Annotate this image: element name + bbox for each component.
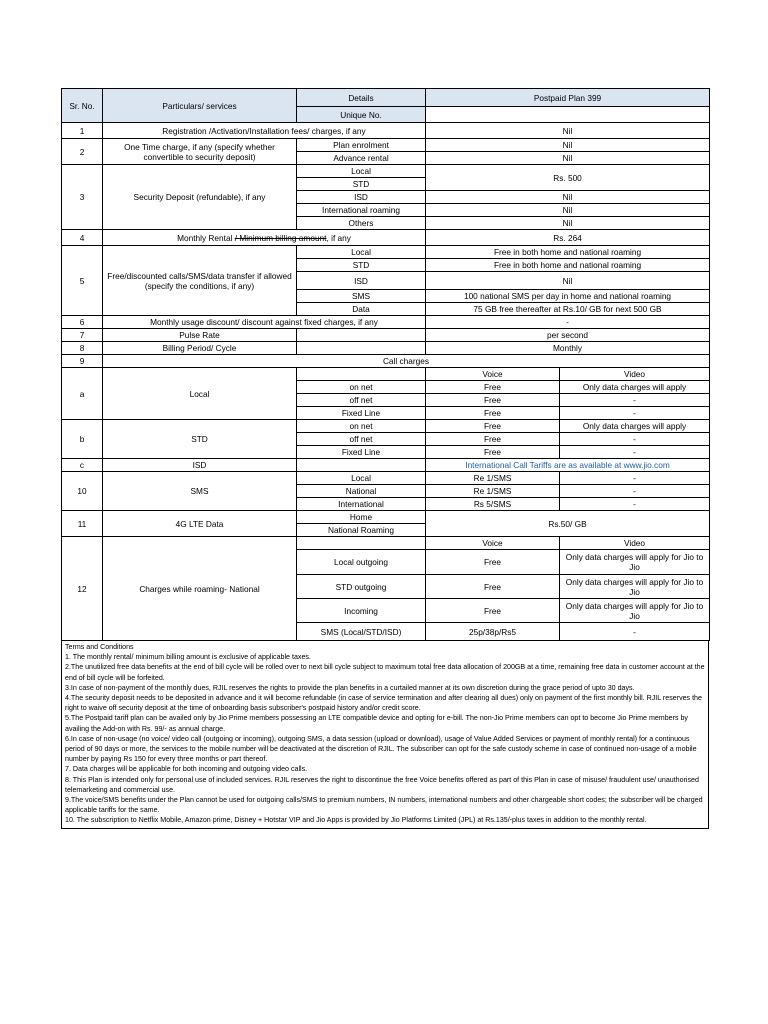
row-label: SMS — [103, 472, 297, 511]
detail-cell: on net — [297, 381, 426, 394]
voice-cell: Free — [426, 407, 560, 420]
detail-cell: Home — [297, 511, 426, 524]
detail-cell: on net — [297, 420, 426, 433]
row-label: Charges while roaming- National — [103, 537, 297, 641]
row-number: 6 — [62, 316, 103, 329]
video-cell: - — [560, 407, 710, 420]
voice-cell: Re 1/SMS — [426, 472, 560, 485]
detail-cell — [297, 368, 426, 381]
value-cell: Nil — [426, 139, 710, 152]
video-cell: - — [560, 446, 710, 459]
detail-cell: Fixed Line — [297, 407, 426, 420]
video-cell: - — [560, 485, 710, 498]
row-label: Local — [103, 368, 297, 420]
row-number: 8 — [62, 342, 103, 355]
terms-title: Terms and Conditions — [65, 643, 134, 651]
video-cell: Only data charges will apply — [560, 420, 710, 433]
detail-cell: National — [297, 485, 426, 498]
row-number: 7 — [62, 329, 103, 342]
video-header: Video — [560, 368, 710, 381]
detail-cell: SMS — [297, 290, 426, 303]
terms-and-conditions — [61, 641, 709, 829]
detail-cell: SMS (Local/STD/ISD) — [297, 623, 426, 641]
voice-cell: Free — [426, 446, 560, 459]
value-cell: Free in both home and national roaming — [426, 259, 710, 272]
row-label: Call charges — [103, 355, 710, 368]
detail-cell — [297, 537, 426, 550]
value-cell: Rs. 500 — [426, 165, 710, 191]
row-number: b — [62, 420, 103, 459]
video-cell: Only data charges will apply for Jio to Jio — [560, 599, 710, 623]
detail-cell: Data — [297, 303, 426, 316]
row-number: 1 — [62, 123, 103, 139]
detail-cell: STD — [297, 259, 426, 272]
terms-item: 9.The voice/SMS benefits under the Plan cannot be used for outgoing calls/SMS to premium numbers, IN numbers, international numbers and other chargeable short codes; the subscriber will be charged applicable tariffs for the same. — [65, 796, 703, 815]
detail-cell: Local — [297, 246, 426, 259]
voice-cell: Free — [426, 550, 560, 575]
terms-item: 10. The subscription to Netflix Mobile, Amazon prime, Disney + Hotstar VIP and Jio Apps is provided by Jio Platforms Limited (JPL) at Rs.135/-plus taxes in addition to the monthly rental. — [65, 816, 647, 825]
value-cell: Free in both home and national roaming — [426, 246, 710, 259]
detail-cell: Incoming — [297, 599, 426, 623]
video-cell: Only data charges will apply for Jio to Jio — [560, 575, 710, 599]
video-cell: Only data charges will apply — [560, 381, 710, 394]
voice-header: Voice — [426, 537, 560, 550]
struck-label-part: / Minimum billing amount — [234, 232, 327, 243]
voice-cell: Free — [426, 381, 560, 394]
row-number: 10 — [62, 472, 103, 511]
value-cell: Nil — [426, 191, 710, 204]
row-number: a — [62, 368, 103, 420]
value-cell: 75 GB free thereafter at Rs.10/ GB for next 500 GB — [426, 303, 710, 316]
terms-item: 7. Data charges will be applicable for both incoming and outgoing video calls. — [65, 765, 308, 774]
row-label: Registration /Activation/Installation fees/ charges, if any — [103, 123, 426, 139]
row-number: 12 — [62, 537, 103, 641]
value-cell: Nil — [426, 204, 710, 217]
voice-cell: Free — [426, 433, 560, 446]
label-part: Monthly Rental — [177, 232, 235, 243]
voice-cell: Free — [426, 575, 560, 599]
row-value: Rs. 264 — [426, 230, 710, 246]
terms-item: 2.The unutilized free data benefits at the end of bill cycle will be rolled over to next bill cycle subject to maximum total free data allocation of 200GB at a time, remaining free data in customer account at the end of bill cycle will be forfeited. — [65, 663, 705, 682]
header-unique-no-value — [426, 107, 710, 123]
row-value: per second — [426, 329, 710, 342]
row-label: One Time charge, if any (specify whether convertible to security deposit) — [103, 139, 297, 165]
row-number: c — [62, 459, 103, 472]
terms-item: 6.In case of non-usage (no voice/ video call (outgoing or incoming), outgoing SMS, a data session (upload or download), usage of Value Added Services or payment of monthly rental) for a continuous period of 90 days or more, the services to the mobile number will be deactivated at the discretion of RJIL. The subscriber can opt for the safe custody scheme in case of continued non-usage of a mobile number by paying Rs 150 for every three months or part thereof. — [65, 734, 697, 764]
detail-cell: Fixed Line — [297, 446, 426, 459]
row-label: Free/discounted calls/SMS/data transfer if allowed (specify the conditions, if any) — [103, 246, 297, 316]
row-number: 3 — [62, 165, 103, 230]
voice-cell: Re 1/SMS — [426, 485, 560, 498]
header-plan: Postpaid Plan 399 — [426, 89, 710, 107]
row-number: 2 — [62, 139, 103, 165]
row-value: Monthly — [426, 342, 710, 355]
voice-cell: 25p/38p/Rs5 — [426, 623, 560, 641]
detail-cell: Plan enrolment — [297, 139, 426, 152]
terms-item: 3.In case of non-payment of the monthly dues, RJIL reserves the rights to provide the plan benefits in a curtailed manner at its own discretion during the grace period of upto 30 days. — [65, 683, 635, 692]
video-cell: - — [560, 472, 710, 485]
row-number: 11 — [62, 511, 103, 537]
row-label: Monthly usage discount/ discount against fixed charges, if any — [103, 316, 426, 329]
video-header: Video — [560, 537, 710, 550]
row-number: 4 — [62, 230, 103, 246]
value-cell: 100 national SMS per day in home and national roaming — [426, 290, 710, 303]
detail-cell: ISD — [297, 191, 426, 204]
voice-cell: Free — [426, 599, 560, 623]
header-sr-no: Sr. No. — [62, 89, 103, 123]
tariff-table — [61, 88, 710, 641]
label-part: , if any — [326, 232, 351, 243]
terms-item: 4.The security deposit needs to be deposited in advance and it will become refundable (in case of service termination and after clearing all dues) only on payment of the first monthly bill. RJIL reserves the right to waive off security deposit at the time of onboarding basis subscriber's postpaid history and/or credit score. — [65, 694, 702, 713]
row-number: 5 — [62, 246, 103, 316]
voice-cell: Free — [426, 394, 560, 407]
detail-cell: Local — [297, 165, 426, 178]
row-label: Billing Period/ Cycle — [103, 342, 297, 355]
detail-cell: Advance rental — [297, 152, 426, 165]
row-value: Nil — [426, 123, 710, 139]
header-particulars: Particulars/ services — [103, 89, 297, 123]
detail-cell: STD outgoing — [297, 575, 426, 599]
detail-cell: ISD — [297, 272, 426, 290]
row-number: 9 — [62, 355, 103, 368]
voice-cell: Free — [426, 420, 560, 433]
value-cell: Rs.50/ GB — [426, 511, 710, 537]
detail-cell — [297, 459, 426, 472]
detail-cell: off net — [297, 394, 426, 407]
detail-cell: STD — [297, 178, 426, 191]
jio-website-link[interactable]: www.jio.com — [623, 460, 670, 470]
voice-header: Voice — [426, 368, 560, 381]
detail-cell: National Roaming — [297, 524, 426, 537]
video-cell: - — [560, 433, 710, 446]
video-cell: - — [560, 394, 710, 407]
isd-tariff-note — [426, 459, 710, 472]
video-cell: - — [560, 498, 710, 511]
voice-cell: Rs 5/SMS — [426, 498, 560, 511]
row-label: Security Deposit (refundable), if any — [103, 165, 297, 230]
row-label: ISD — [103, 459, 297, 472]
row-label: 4G LTE Data — [103, 511, 297, 537]
detail-cell: Local outgoing — [297, 550, 426, 575]
value-cell: Nil — [426, 217, 710, 230]
row-label: STD — [103, 420, 297, 459]
detail-cell — [297, 329, 426, 342]
terms-item: 5.The Postpaid tariff plan can be availed only by Jio Prime members possessing an LTE compatible device and opting for e-bill. The non-Jio Prime members can opt to become Jio Prime members by availing the Add-on with Rs. 99/- as annual charge. — [65, 714, 688, 733]
header-unique-no: Unique No. — [297, 107, 426, 123]
header-details: Details — [297, 89, 426, 107]
value-cell: Nil — [426, 152, 710, 165]
detail-cell: off net — [297, 433, 426, 446]
row-label: Pulse Rate — [103, 329, 297, 342]
detail-cell: Others — [297, 217, 426, 230]
detail-cell: International — [297, 498, 426, 511]
video-cell: Only data charges will apply for Jio to Jio — [560, 550, 710, 575]
detail-cell — [297, 342, 426, 355]
tariff-sheet — [61, 88, 709, 829]
row-label — [103, 230, 426, 246]
video-cell: - — [560, 623, 710, 641]
detail-cell: Local — [297, 472, 426, 485]
terms-item: 1. The monthly rental/ minimum billing amount is exclusive of applicable taxes. — [65, 653, 311, 662]
value-cell: Nil — [426, 272, 710, 290]
row-value: - — [426, 316, 710, 329]
terms-item: 8. This Plan is intended only for personal use of included services. RJIL reserves the right to discontinue the free Voice benefits offered as part of this Plan in case of misuse/ fraudulent use/ unauthorised telemarketing and commercial use. — [65, 775, 699, 794]
detail-cell: International roaming — [297, 204, 426, 217]
isd-tariff-text: International Call Tariffs are as available at — [465, 460, 624, 470]
